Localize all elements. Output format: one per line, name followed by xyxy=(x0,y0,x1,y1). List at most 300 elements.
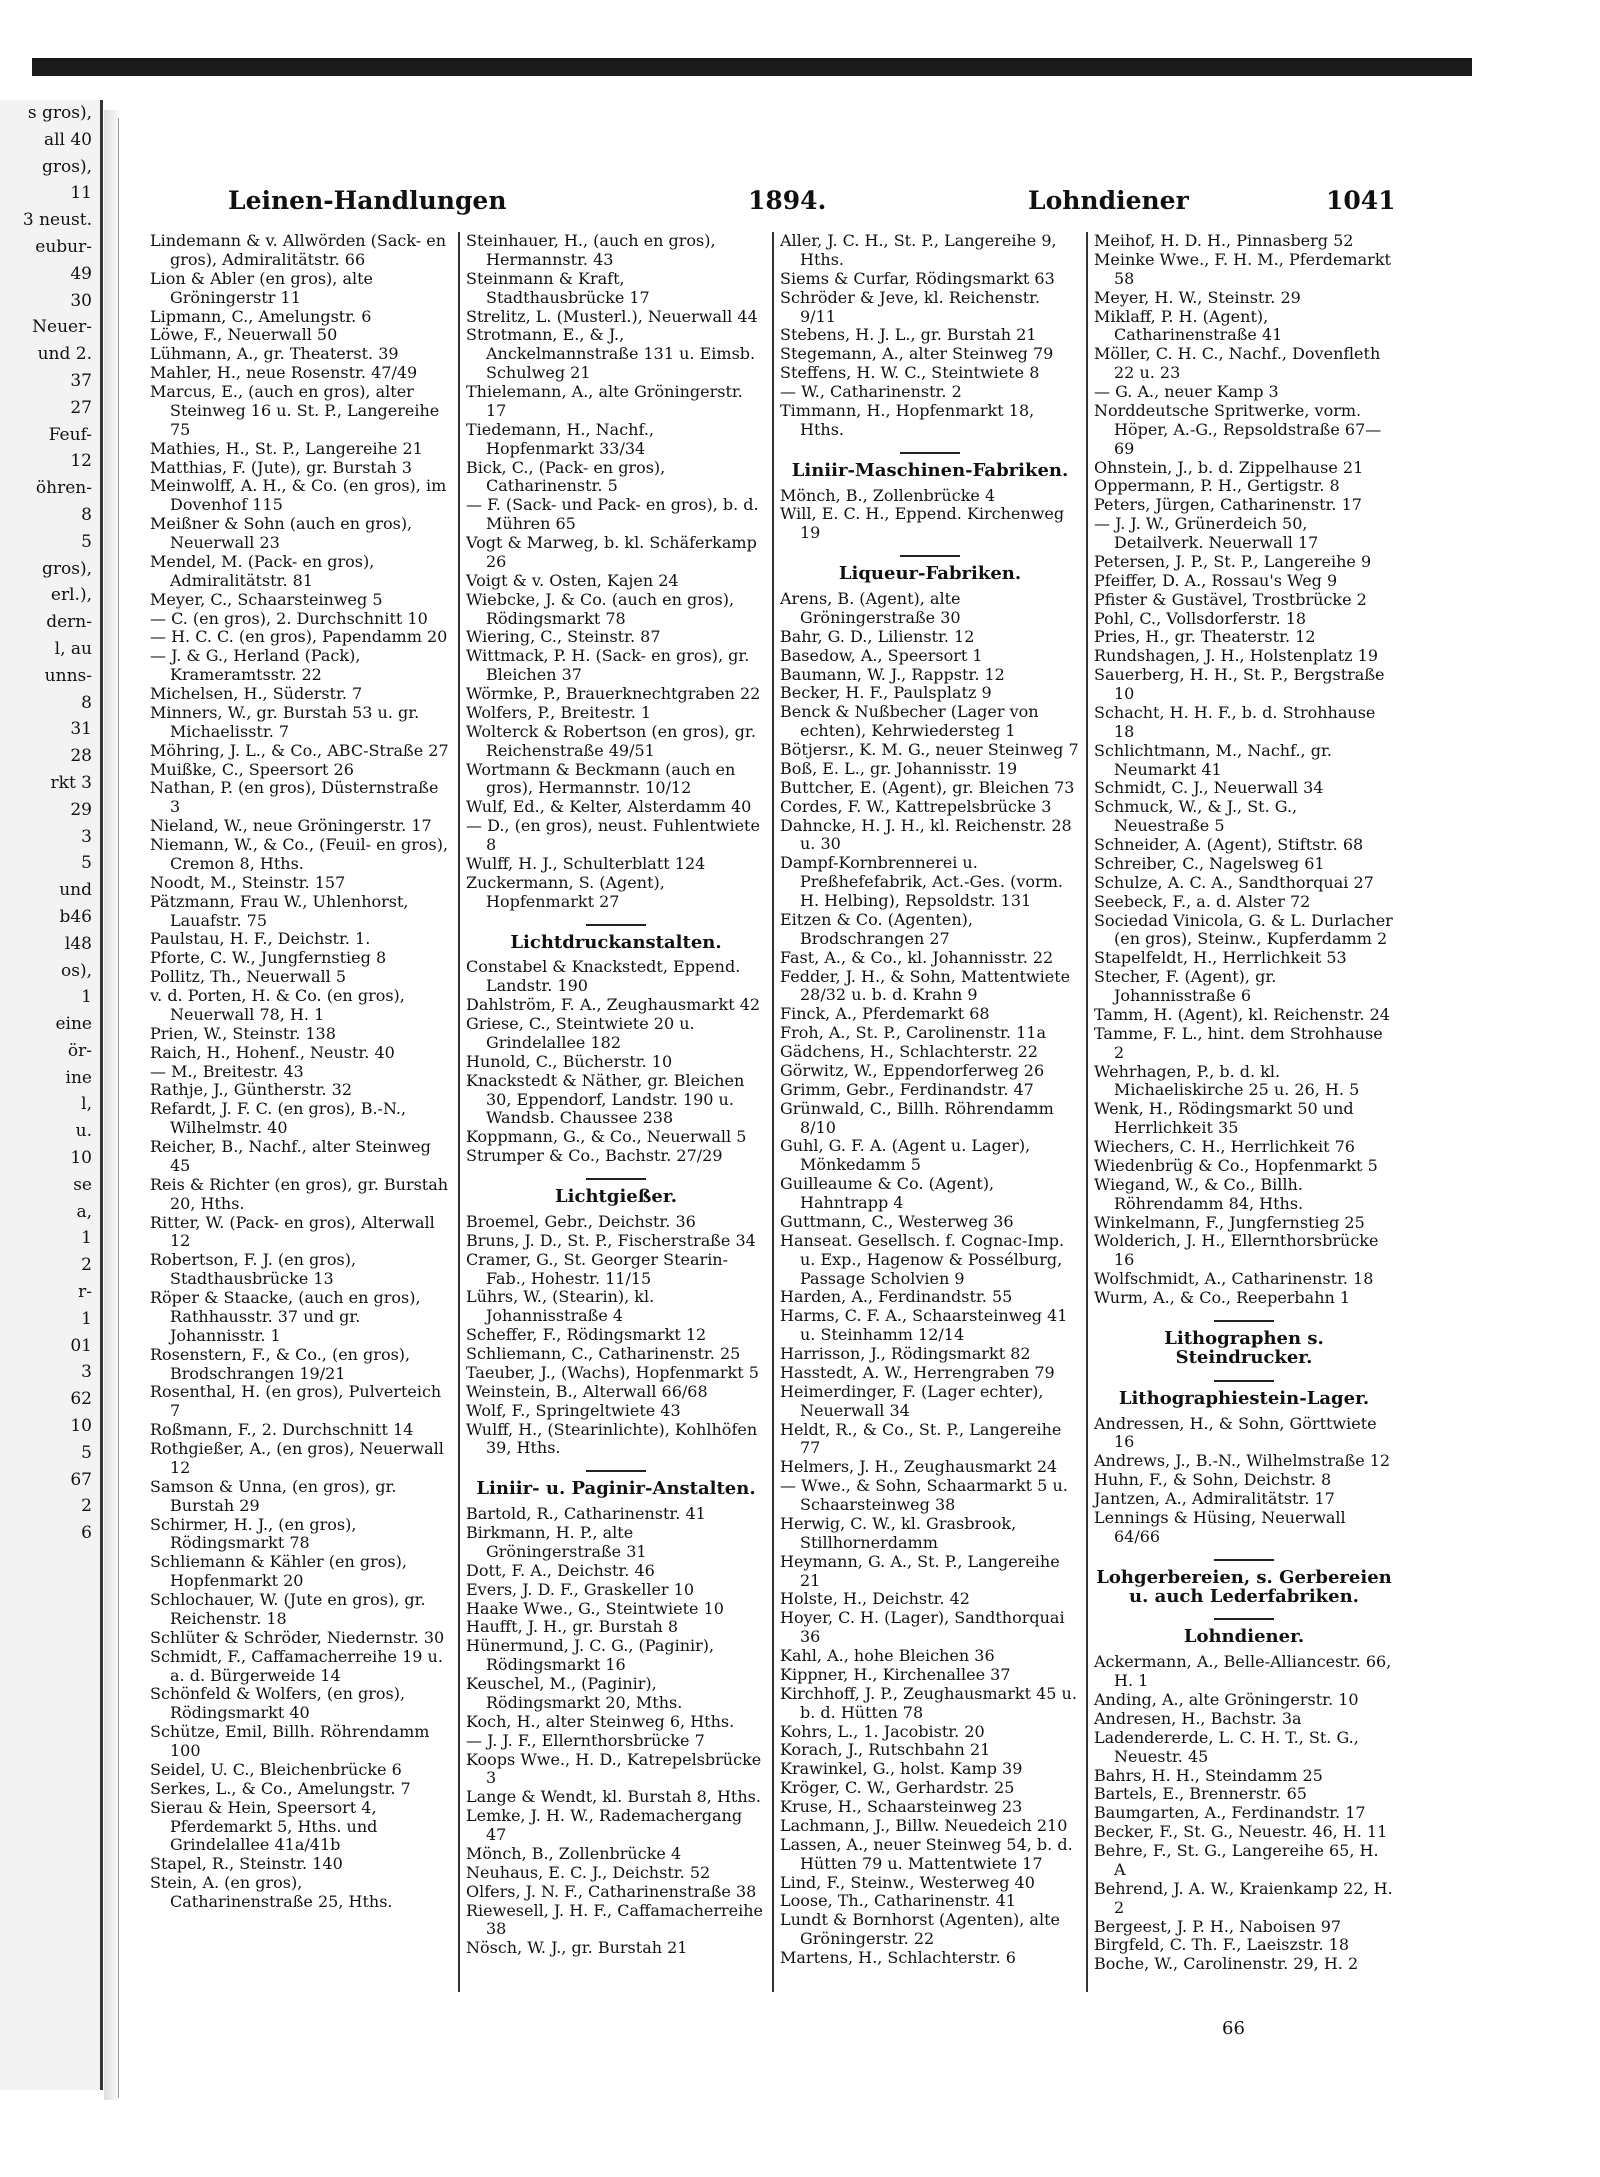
directory-entry: Schirmer, H. J., (en gros), Rödingsmarkt 78 xyxy=(150,1514,357,1553)
directory-entry: — F. (Sack- und Pack- en gros), b. d. Mühren 65 xyxy=(466,495,759,534)
directory-entry: Schönfeld & Wolfers, (en gros), Rödingsmarkt 40 xyxy=(150,1684,406,1723)
directory-entry: Bahr, G. D., Lilienstr. 12 xyxy=(780,626,975,646)
left-page-text-fragment: erl.), xyxy=(50,585,92,606)
left-page-text-fragment: all 40 xyxy=(43,129,92,150)
left-page-fragment xyxy=(0,100,103,2090)
directory-entry: Löwe, F., Neuerwall 50 xyxy=(150,325,338,345)
directory-entry: Mönch, B., Zollenbrücke 4 xyxy=(780,485,996,505)
directory-entry: Nösch, W. J., gr. Burstah 21 xyxy=(466,1938,688,1958)
header-left-title: Leinen-Handlungen xyxy=(228,186,507,215)
scan-edge-bar xyxy=(32,58,1472,76)
directory-entry: Lemke, J. H. W., Rademachergang 47 xyxy=(466,1806,743,1844)
directory-entry: Schlochauer, W. (Jute en gros), gr. Reichenstr. 18 xyxy=(150,1590,426,1628)
left-page-text-fragment: 67 xyxy=(70,1469,92,1490)
directory-entry: Wolf, F., Springeltwiete 43 xyxy=(466,1400,681,1420)
directory-entry: — C. (en gros), 2. Durchschnitt 10 xyxy=(150,608,428,628)
directory-entry: Thielemann, A., alte Gröningerstr. 17 xyxy=(466,382,743,420)
directory-entry: Möller, C. H. C., Nachf., Dovenfleth 22 u. 23 xyxy=(1094,344,1381,383)
directory-entry: Finck, A., Pferdemarkt 68 xyxy=(780,1004,990,1024)
directory-entry: Dahlström, F. A., Zeughausmarkt 42 xyxy=(466,995,761,1015)
left-page-text-fragment: os), xyxy=(61,960,92,981)
left-page-text-fragment: 11 xyxy=(70,183,92,204)
left-page-text-fragment: 3 neust. xyxy=(22,210,92,231)
directory-entry: Anding, A., alte Gröningerstr. 10 xyxy=(1094,1690,1359,1709)
section-heading: Liniir-Maschinen-Fabriken. xyxy=(780,452,1080,481)
directory-entry: Helmers, J. H., Zeughausmarkt 24 xyxy=(780,1457,1058,1477)
section-heading: Lohgerbereien, s. Gerbereien u. auch Lederfabriken. xyxy=(1094,1559,1394,1607)
directory-entry: Strumper & Co., Bachstr. 27/29 xyxy=(466,1146,723,1166)
left-page-text-fragment: 2 xyxy=(81,1496,92,1517)
section-heading: Lohndiener. xyxy=(1094,1618,1394,1647)
directory-entry: Mathies, H., St. P., Langereihe 21 xyxy=(150,438,423,458)
left-page-text-fragment: Neuer- xyxy=(32,317,92,338)
left-page-text-fragment: a, xyxy=(76,1201,92,1222)
directory-entry: Heldt, R., & Co., St. P., Langereihe 77 xyxy=(780,1419,1062,1458)
header-right-title: Lohndiener xyxy=(1028,186,1189,215)
directory-entry: Wulf, Ed., & Kelter, Alsterdamm 40 xyxy=(466,797,752,817)
directory-entry: Wörmke, P., Brauerknechtgraben 22 xyxy=(466,684,761,703)
directory-entry: Fedder, J. H., & Sohn, Mattentwiete 28/32 u. b. d. Krahn 9 xyxy=(780,966,1071,1005)
directory-entry: Eitzen & Co. (Agenten), Brodschrangen 27 xyxy=(780,909,973,948)
directory-entry: Tiedemann, H., Nachf., Hopfenmarkt 33/34 xyxy=(466,419,654,458)
directory-entry: Becker, F., St. G., Neuestr. 46, H. 11 xyxy=(1094,1822,1388,1842)
directory-entry: — J. J. W., Grünerdeich 50, Detailverk. Neuerwall 17 xyxy=(1094,514,1319,552)
left-page-text-fragment: 3 xyxy=(81,1362,92,1383)
left-page-text-fragment: 27 xyxy=(70,397,92,418)
directory-entry: Hünermund, J. C. G., (Paginir), Rödingsmarkt 16 xyxy=(466,1636,715,1675)
left-page-text-fragment: 1 xyxy=(81,987,92,1008)
directory-entry: Stegemann, A., alter Steinweg 79 xyxy=(780,344,1054,364)
directory-entry: Paulstau, H. F., Deichstr. 1. xyxy=(150,929,371,949)
page-number: 1041 xyxy=(1326,186,1396,215)
directory-entry: Oppermann, P. H., Gertigstr. 8 xyxy=(1094,476,1340,496)
directory-entry: v. d. Porten, H. & Co. (en gros), Neuerwall 78, H. 1 xyxy=(150,986,405,1024)
directory-entry: Peters, Jürgen, Catharinenstr. 17 xyxy=(1094,495,1362,515)
directory-entry: Sauerberg, H. H., St. P., Bergstraße 10 xyxy=(1094,665,1385,703)
signature-mark: 66 xyxy=(1222,2018,1245,2039)
directory-entry: Bruns, J. D., St. P., Fischerstraße 34 xyxy=(466,1230,756,1250)
directory-entry: Kröger, C. W., Gerhardstr. 25 xyxy=(780,1778,1015,1798)
directory-entry: Jantzen, A., Admiralitätstr. 17 xyxy=(1094,1489,1335,1508)
directory-entry: — W., Catharinenstr. 2 xyxy=(780,382,962,401)
directory-entry: Wortmann & Beckmann (auch en gros), Hermannstr. 10/12 xyxy=(466,759,736,798)
directory-entry: Nieland, W., neue Gröningerstr. 17 xyxy=(150,816,432,836)
directory-entry: Neuhaus, E. C. J., Deichstr. 52 xyxy=(466,1862,711,1882)
directory-entry: Stein, A. (en gros), Catharinenstraße 25, Hths. xyxy=(150,1873,393,1911)
directory-entry: Lennings & Hüsing, Neuerwall 64/66 xyxy=(1094,1507,1346,1546)
directory-entry: Bartold, R., Catharinenstr. 41 xyxy=(466,1504,706,1524)
directory-entry: Samson & Unna, (en gros), gr. Burstah 29 xyxy=(150,1476,397,1515)
directory-entry: Froh, A., St. P., Carolinenstr. 11a xyxy=(780,1023,1046,1043)
directory-entry: Koppmann, G., & Co., Neuerwall 5 xyxy=(466,1127,747,1147)
left-page-text-fragment: 6 xyxy=(81,1523,92,1544)
left-page-text-fragment: gros), xyxy=(41,156,92,177)
left-page-text-fragment: l48 xyxy=(64,933,92,954)
directory-entry: Lundt & Bornhorst (Agenten), alte Gröningerstr. 22 xyxy=(780,1910,1060,1949)
directory-entry: Steffens, H. W. C., Steintwiete 8 xyxy=(780,363,1040,383)
directory-entry: Krawinkel, G., holst. Kamp 39 xyxy=(780,1759,1023,1779)
directory-entry: Martens, H., Schlachterstr. 6 xyxy=(780,1948,1016,1967)
directory-entry: Pohl, C., Vollsdorferstr. 18 xyxy=(1094,608,1307,628)
directory-entry: Refardt, J. F. C. (en gros), B.-N., Wilhelmstr. 40 xyxy=(150,1099,407,1138)
directory-entry: Wolfschmidt, A., Catharinenstr. 18 xyxy=(1094,1269,1374,1289)
section-heading: Lithographen s. Steindrucker. xyxy=(1094,1320,1394,1368)
directory-entry: Evers, J. D. F., Graskeller 10 xyxy=(466,1579,694,1599)
left-page-text-fragment: 5 xyxy=(81,531,92,552)
column-4 xyxy=(1094,232,1394,1974)
directory-entry: Meyer, C., Schaarsteinweg 5 xyxy=(150,589,383,609)
directory-entry: Norddeutsche Spritwerke, vorm. Höper, A.-G., Repsoldstraße 67—69 xyxy=(1094,400,1382,458)
directory-entry: Lassen, A., neuer Steinweg 54, b. d. Hütten 79 u. Mattentwiete 17 xyxy=(780,1834,1073,1873)
directory-entry: Harrisson, J., Rödingsmarkt 82 xyxy=(780,1344,1031,1363)
directory-entry: Koch, H., alter Steinweg 6, Hths. xyxy=(466,1711,735,1731)
left-page-text-fragment: 1 xyxy=(81,1308,92,1329)
directory-entry: Roßmann, F., 2. Durchschnitt 14 xyxy=(150,1420,414,1440)
directory-entry: Heymann, G. A., St. P., Langereihe 21 xyxy=(780,1551,1060,1590)
directory-entry: Mahler, H., neue Rosenstr. 47/49 xyxy=(150,363,418,383)
left-page-text-fragment: u. xyxy=(75,1121,92,1142)
directory-entry: Guhl, G. F. A. (Agent u. Lager), Mönkedamm 5 xyxy=(780,1136,1031,1175)
directory-entry: Görwitz, W., Eppendorferweg 26 xyxy=(780,1060,1045,1080)
directory-entry: Wurm, A., & Co., Reeperbahn 1 xyxy=(1094,1288,1351,1307)
directory-entry: Michelsen, H., Süderstr. 7 xyxy=(150,684,363,703)
directory-entry: Möhring, J. L., & Co., ABC-Straße 27 xyxy=(150,740,449,760)
left-page-text-fragment: Feuf- xyxy=(48,424,92,445)
directory-entry: Ackermann, A., Belle-Alliancestr. 66, H. 1 xyxy=(1094,1652,1392,1691)
left-page-text-fragment: 28 xyxy=(70,746,92,767)
section-heading: Lithographiestein-Lager. xyxy=(1094,1380,1394,1409)
directory-entry: Dott, F. A., Deichstr. 46 xyxy=(466,1560,655,1580)
directory-entry: Röper & Staacke, (auch en gros), Rathhausstr. 37 und gr. Johannisstr. 1 xyxy=(150,1288,421,1345)
directory-entry: Reicher, B., Nachf., alter Steinweg 45 xyxy=(150,1137,431,1175)
left-page-text-fragment: se xyxy=(73,1174,92,1195)
directory-entry: Siems & Curfar, Rödingsmarkt 63 xyxy=(780,268,1055,288)
directory-entry: Marcus, E., (auch en gros), alter Steinweg 16 u. St. P., Langereihe 75 xyxy=(150,382,440,439)
directory-entry: Pfister & Gustävel, Trostbrücke 2 xyxy=(1094,589,1367,609)
left-page-text-fragment: 3 xyxy=(81,826,92,847)
directory-entry: Bötjersr., K. M. G., neuer Steinweg 7 xyxy=(780,740,1079,759)
directory-entry: Bick, C., (Pack- en gros), Catharinenstr. 5 xyxy=(466,457,666,496)
directory-entry: Riewesell, J. H. F., Caffamacherreihe 38 xyxy=(466,1900,764,1939)
directory-entry: — G. A., neuer Kamp 3 xyxy=(1094,382,1279,401)
directory-entry: Steinhauer, H., (auch en gros), Hermannstr. 43 xyxy=(466,231,716,269)
directory-entry: Dahncke, H. J. H., kl. Reichenstr. 28 u. 30 xyxy=(780,815,1072,854)
directory-entry: Ritter, W. (Pack- en gros), Alterwall 12 xyxy=(150,1212,435,1251)
directory-entry: Pries, H., gr. Theaterstr. 12 xyxy=(1094,627,1316,647)
directory-entry: Meyer, H. W., Steinstr. 29 xyxy=(1094,287,1301,307)
directory-entry: Birkmann, H. P., alte Gröningerstraße 31 xyxy=(466,1523,647,1561)
directory-entry: Raich, H., Hohenf., Neustr. 40 xyxy=(150,1042,395,1062)
directory-entry: Lachmann, J., Billw. Neuedeich 210 xyxy=(780,1815,1068,1835)
directory-entry: Benck & Nußbecher (Lager von echten), Kehrwiedersteg 1 xyxy=(780,702,1039,741)
left-page-text-fragment: 8 xyxy=(81,504,92,525)
column-divider xyxy=(458,232,460,1992)
section-heading: Lichtdruckanstalten. xyxy=(466,924,766,953)
directory-entry: Ohnstein, J., b. d. Zippelhause 21 xyxy=(1094,457,1364,477)
directory-entry: Steinmann & Kraft, Stadthausbrücke 17 xyxy=(466,268,650,307)
directory-entry: Herwig, C. W., kl. Grasbrook, Stillhornerdamm xyxy=(780,1513,1017,1552)
directory-entry: Scheffer, F., Rödingsmarkt 12 xyxy=(466,1325,707,1345)
directory-entry: Schacht, H. H. F., b. d. Strohhause 18 xyxy=(1094,702,1376,741)
directory-entry: Constabel & Knackstedt, Eppend. Landstr. 190 xyxy=(466,957,741,996)
directory-entry: — D., (en gros), neust. Fuhlentwiete 8 xyxy=(466,816,760,854)
directory-entry: — Wwe., & Sohn, Schaarmarkt 5 u. Schaarsteinweg 38 xyxy=(780,1476,1068,1514)
running-header xyxy=(228,186,1396,226)
directory-entry: Dampf-Kornbrennerei u. Preßhefefabrik, Act.-Ges. (vorm. H. Helbing), Repsoldstr. 131 xyxy=(780,853,1063,910)
directory-entry: Noodt, M., Steinstr. 157 xyxy=(150,872,346,892)
left-page-text-fragment: 8 xyxy=(81,692,92,713)
directory-entry: Reis & Richter (en gros), gr. Burstah 20, Hths. xyxy=(150,1174,449,1213)
directory-entry: Lange & Wendt, kl. Burstah 8, Hths. xyxy=(466,1787,761,1807)
directory-entry: Nathan, P. (en gros), Düsternstraße 3 xyxy=(150,778,439,817)
left-page-text-fragment: 10 xyxy=(70,1148,92,1169)
directory-entry: Schlichtmann, M., Nachf., gr. Neumarkt 41 xyxy=(1094,740,1332,779)
directory-entry: Vogt & Marweg, b. kl. Schäferkamp 26 xyxy=(466,533,757,571)
directory-entry: Hoyer, C. H. (Lager), Sandthorquai 36 xyxy=(780,1608,1065,1647)
directory-entry: Griese, C., Steintwiete 20 u. Grindelallee 182 xyxy=(466,1014,695,1052)
directory-entry: Kahl, A., hohe Bleichen 36 xyxy=(780,1646,995,1665)
left-page-text-fragment: 5 xyxy=(81,853,92,874)
directory-entry: Guttmann, C., Westerweg 36 xyxy=(780,1211,1014,1231)
directory-entry: Strotmann, E., & J., Anckelmannstraße 131 u. Eimsb. Schulweg 21 xyxy=(466,325,756,383)
directory-entry: Basedow, A., Speersort 1 xyxy=(780,645,983,665)
directory-entry: Wiebcke, J. & Co. (auch en gros), Rödingsmarkt 78 xyxy=(466,589,735,628)
left-page-text-fragment: 62 xyxy=(70,1389,92,1410)
column-divider xyxy=(772,232,774,1992)
directory-entry: Prien, W., Steinstr. 138 xyxy=(150,1023,336,1043)
directory-entry: Stapel, R., Steinstr. 140 xyxy=(150,1854,343,1874)
directory-entry: Schmuck, W., & J., St. G., Neuestraße 5 xyxy=(1094,797,1298,836)
directory-entry: Schliemann, C., Catharinenstr. 25 xyxy=(466,1344,741,1363)
directory-entry: Gädchens, H., Schlachterstr. 22 xyxy=(780,1042,1038,1061)
directory-entry: Harms, C. F. A., Schaarsteinweg 41 u. Steinhamm 12/14 xyxy=(780,1306,1068,1345)
directory-entry: Pätzmann, Frau W., Uhlenhorst, Lauafstr. 75 xyxy=(150,891,409,930)
directory-entry: Kruse, H., Schaarsteinweg 23 xyxy=(780,1797,1023,1816)
directory-entry: Stebens, H. J. L., gr. Burstah 21 xyxy=(780,325,1037,345)
column-3 xyxy=(780,232,1080,1968)
directory-entry: Birgfeld, C. Th. F., Laeiszstr. 18 xyxy=(1094,1935,1349,1955)
directory-entry: Pfeiffer, D. A., Rossau's Weg 9 xyxy=(1094,570,1338,590)
directory-entry: Wolterck & Robertson (en gros), gr. Reichenstraße 49/51 xyxy=(466,721,756,760)
directory-entry: Holste, H., Deichstr. 42 xyxy=(780,1589,970,1609)
directory-entry: Harden, A., Ferdinandstr. 55 xyxy=(780,1287,1013,1307)
directory-entry: Lind, F., Steinw., Westerweg 40 xyxy=(780,1872,1035,1892)
directory-entry: Kirchhoff, J. P., Zeughausmarkt 45 u. b. d. Hütten 78 xyxy=(780,1683,1077,1722)
directory-entry: Pforte, C. W., Jungfernstieg 8 xyxy=(150,948,387,968)
directory-entry: Wolderich, J. H., Ellernthorsbrücke 16 xyxy=(1094,1231,1379,1270)
directory-entry: Grünwald, C., Billh. Röhrendamm 8/10 xyxy=(780,1098,1054,1137)
directory-entry: Behre, F., St. G., Langereihe 65, H. A xyxy=(1094,1841,1379,1879)
section-heading: Liqueur-Fabriken. xyxy=(780,555,1080,584)
directory-entry: Bergeest, J. P. H., Naboisen 97 xyxy=(1094,1916,1342,1936)
left-page-text-fragment: eine xyxy=(55,1014,92,1035)
left-page-text-fragment: 01 xyxy=(70,1335,92,1356)
directory-entry: Huhn, F., & Sohn, Deichstr. 8 xyxy=(1094,1470,1332,1490)
directory-entry: Broemel, Gebr., Deichstr. 36 xyxy=(466,1211,696,1231)
directory-entry: Wiechers, C. H., Herrlichkeit 76 xyxy=(1094,1137,1355,1156)
directory-entry: Baumann, W. J., Rappstr. 12 xyxy=(780,664,1005,684)
directory-entry: Andrews, J., B.-N., Wilhelmstraße 12 xyxy=(1094,1451,1391,1471)
directory-entry: Cramer, G., St. Georger Stearin-Fab., Hohestr. 11/15 xyxy=(466,1249,729,1288)
left-page-text-fragment: und 2. xyxy=(37,344,92,365)
directory-entry: Arens, B. (Agent), alte Gröningerstraße 30 xyxy=(780,589,961,627)
directory-entry: Korach, J., Rutschbahn 21 xyxy=(780,1740,991,1760)
directory-entry: Rundshagen, J. H., Holstenplatz 19 xyxy=(1094,646,1379,666)
directory-entry: Rothgießer, A., (en gros), Neuerwall 12 xyxy=(150,1439,444,1477)
directory-entry: Koops Wwe., H. D., Katrepelsbrücke 3 xyxy=(466,1749,762,1788)
directory-entry: Rosenstern, F., & Co., (en gros), Brodschrangen 19/21 xyxy=(150,1344,411,1383)
directory-entry: Boche, W., Carolinenstr. 29, H. 2 xyxy=(1094,1954,1359,1974)
left-page-text-fragment: 5 xyxy=(81,1442,92,1463)
section-heading: Lichtgießer. xyxy=(466,1178,766,1207)
directory-entry: Aller, J. C. H., St. P., Langereihe 9, Hths. xyxy=(780,231,1057,269)
directory-entry: Niemann, W., & Co., (Feuil- en gros), Cremon 8, Hths. xyxy=(150,835,449,873)
directory-entry: Haufft, J. H., gr. Burstah 8 xyxy=(466,1617,679,1637)
directory-entry: Petersen, J. P., St. P., Langereihe 9 xyxy=(1094,551,1372,571)
directory-entry: Stecher, F. (Agent), gr. Johannisstraße 6 xyxy=(1094,967,1277,1005)
directory-entry: Timmann, H., Hopfenmarkt 18, Hths. xyxy=(780,400,1035,439)
directory-entry: Hanseat. Gesellsch. f. Cognac-Imp. u. Exp., Hagenow & Possélburg, Passage Scholvien 9 xyxy=(780,1230,1065,1288)
left-page-text-fragment: dern- xyxy=(46,612,92,633)
directory-entry: Lührs, W., (Stearin), kl. Johannisstraße 4 xyxy=(466,1287,655,1326)
directory-entry: Buttcher, E. (Agent), gr. Bleichen 73 xyxy=(780,777,1075,797)
left-page-text-fragment: 49 xyxy=(70,263,92,284)
directory-entry: Lindemann & v. Allwörden (Sack- en gros), Admiralitätstr. 66 xyxy=(150,231,447,269)
directory-entry: Meihof, H. D. H., Pinnasberg 52 xyxy=(1094,231,1354,250)
directory-entry: Seidel, U. C., Bleichenbrücke 6 xyxy=(150,1759,402,1779)
directory-entry: Minners, W., gr. Burstah 53 u. gr. Michaelisstr. 7 xyxy=(150,702,420,741)
directory-entry: Wittmack, P. H. (Sack- en gros), gr. Bleichen 37 xyxy=(466,646,750,685)
directory-entry: Wiedenbrüg & Co., Hopfenmarkt 5 xyxy=(1094,1155,1378,1175)
directory-entry: Wolfers, P., Breitestr. 1 xyxy=(466,702,652,722)
directory-entry: Guilleaume & Co. (Agent), Hahntrapp 4 xyxy=(780,1174,995,1212)
left-page-text-fragment: öhren- xyxy=(35,478,92,499)
left-page-text-fragment: 37 xyxy=(70,370,92,391)
directory-entry: Grimm, Gebr., Ferdinandstr. 47 xyxy=(780,1079,1034,1099)
directory-entry: Heimerdinger, F. (Lager echter), Neuerwall 34 xyxy=(780,1381,1044,1420)
directory-entry: Wulff, H., (Stearinlichte), Kohlhöfen 39, Hths. xyxy=(466,1419,758,1458)
directory-entry: Lipmann, C., Amelungstr. 6 xyxy=(150,306,372,326)
directory-entry: Serkes, L., & Co., Amelungstr. 7 xyxy=(150,1778,411,1798)
left-page-text-fragment: 29 xyxy=(70,799,92,820)
left-page-text-fragment: 12 xyxy=(70,451,92,472)
left-page-text-fragment: 30 xyxy=(70,290,92,311)
directory-entry: Lion & Abler (en gros), alte Gröningerstr 11 xyxy=(150,268,374,307)
directory-entry: Olfers, J. N. F., Catharinenstraße 38 xyxy=(466,1881,757,1901)
directory-entry: Will, E. C. H., Eppend. Kirchenweg 19 xyxy=(780,504,1065,543)
left-page-text-fragment: eubur- xyxy=(35,236,92,257)
directory-entry: Wehrhagen, P., b. d. kl. Michaeliskirche 25 u. 26, H. 5 xyxy=(1094,1061,1360,1100)
directory-entry: Seebeck, F., a. d. Alster 72 xyxy=(1094,891,1311,911)
directory-entry: Miklaff, P. H. (Agent), Catharinenstraße 41 xyxy=(1094,306,1283,345)
directory-entry: Schliemann & Kähler (en gros), Hopfenmarkt 20 xyxy=(150,1552,407,1591)
directory-entry: Weinstein, B., Alterwall 66/68 xyxy=(466,1381,708,1401)
column-1 xyxy=(150,232,450,1912)
directory-entry: Kohrs, L., 1. Jacobistr. 20 xyxy=(780,1721,985,1741)
directory-entry: Voigt & v. Osten, Kajen 24 xyxy=(466,570,679,590)
left-page-text-fragment: l, xyxy=(81,1094,92,1115)
directory-entry: Wiegand, W., & Co., Billh. Röhrendamm 84, Hths. xyxy=(1094,1174,1304,1213)
directory-entry: Sierau & Hein, Speersort 4, Pferdemarkt 5, Hths. und Grindelallee 41a/41b xyxy=(150,1797,378,1855)
left-page-text-fragment: 2 xyxy=(81,1255,92,1276)
directory-entry: Bartels, E., Brennerstr. 65 xyxy=(1094,1784,1307,1804)
directory-entry: Sociedad Vinicola, G. & L. Durlacher (en gros), Steinw., Kupferdamm 2 xyxy=(1094,910,1393,949)
directory-entry: Meißner & Sohn (auch en gros), Neuerwall 23 xyxy=(150,514,413,552)
directory-entry: Baumgarten, A., Ferdinandstr. 17 xyxy=(1094,1803,1366,1823)
directory-entry: Tamm, H. (Agent), kl. Reichenstr. 24 xyxy=(1094,1004,1390,1024)
directory-entry: Boß, E. L., gr. Johannisstr. 19 xyxy=(780,758,1018,778)
left-page-text-fragment: r- xyxy=(78,1282,92,1303)
directory-entry: Kippner, H., Kirchenallee 37 xyxy=(780,1664,1011,1684)
directory-entry: Fast, A., & Co., kl. Johannisstr. 22 xyxy=(780,947,1054,967)
directory-entry: Loose, Th., Catharinenstr. 41 xyxy=(780,1891,1016,1911)
directory-entry: Muißke, C., Speersort 26 xyxy=(150,759,354,779)
directory-entry: Schröder & Jeve, kl. Reichenstr. 9/11 xyxy=(780,287,1041,326)
directory-entry: Rathje, J., Güntherstr. 32 xyxy=(150,1080,353,1100)
left-page-text-fragment: unns- xyxy=(44,665,92,686)
directory-entry: Tamme, F. L., hint. dem Strohhause 2 xyxy=(1094,1023,1383,1062)
left-page-text-fragment: 31 xyxy=(70,719,92,740)
directory-entry: Hasstedt, A. W., Herrengraben 79 xyxy=(780,1362,1055,1382)
directory-entry: Knackstedt & Näther, gr. Bleichen 30, Eppendorf, Landstr. 190 u. Wandsb. Chaussee 238 xyxy=(466,1070,745,1128)
directory-entry: — M., Breitestr. 43 xyxy=(150,1061,304,1081)
directory-entry: Strelitz, L. (Musterl.), Neuerwall 44 xyxy=(466,306,758,326)
directory-entry: Mendel, M. (Pack- en gros), Admiralitätstr. 81 xyxy=(150,551,375,590)
header-year: 1894. xyxy=(748,186,827,215)
directory-entry: Andressen, H., & Sohn, Görttwiete 16 xyxy=(1094,1413,1377,1452)
directory-entry: Ladendererde, L. C. H. T., St. G., Neuestr. 45 xyxy=(1094,1727,1359,1766)
directory-entry: Stapelfeldt, H., Herrlichkeit 53 xyxy=(1094,948,1347,968)
directory-entry: Lühmann, A., gr. Theaterst. 39 xyxy=(150,344,399,364)
left-page-text-fragment: gros), xyxy=(41,558,92,579)
left-page-text-fragment: ör- xyxy=(67,1040,92,1061)
directory-entry: Winkelmann, F., Jungfernstieg 25 xyxy=(1094,1212,1365,1232)
directory-entry: Taeuber, J., (Wachs), Hopfenmarkt 5 xyxy=(466,1362,759,1382)
directory-entry: Keuschel, M., (Paginir), Rödingsmarkt 20, Mths. xyxy=(466,1674,683,1712)
left-page-text-fragment: s gros), xyxy=(27,103,92,123)
column-divider xyxy=(1086,232,1088,1992)
directory-entry: — H. C. C. (en gros), Papendamm 20 xyxy=(150,627,448,647)
directory-entry: Haake Wwe., G., Steintwiete 10 xyxy=(466,1598,724,1618)
directory-entry: Bahrs, H. H., Steindamm 25 xyxy=(1094,1765,1323,1785)
directory-entry: Pollitz, Th., Neuerwall 5 xyxy=(150,967,346,987)
directory-entry: Schreiber, C., Nagelsweg 61 xyxy=(1094,853,1325,873)
directory-entry: Schneider, A. (Agent), Stiftstr. 68 xyxy=(1094,835,1364,854)
directory-entry: — J. & G., Herland (Pack), Krameramtsstr. 22 xyxy=(150,646,361,685)
directory-entry: Mönch, B., Zollenbrücke 4 xyxy=(466,1843,682,1863)
directory-entry: Cordes, F. W., Kattrepelsbrücke 3 xyxy=(780,796,1052,816)
directory-entry: Andresen, H., Bachstr. 3a xyxy=(1094,1708,1302,1728)
directory-entry: Wiering, C., Steinstr. 87 xyxy=(466,627,661,647)
directory-entry: Robertson, F. J. (en gros), Stadthausbrücke 13 xyxy=(150,1250,357,1289)
directory-entry: Zuckermann, S. (Agent), Hopfenmarkt 27 xyxy=(466,872,665,911)
left-page-text-fragment: rkt 3 xyxy=(50,772,92,793)
directory-entry: Schmidt, C. J., Neuerwall 34 xyxy=(1094,778,1324,798)
directory-entry: Meinwolff, A. H., & Co. (en gros), im Dovenhof 115 xyxy=(150,476,447,515)
directory-entry: — J. J. F., Ellernthorsbrücke 7 xyxy=(466,1730,705,1750)
left-page-text-fragment: 1 xyxy=(81,1228,92,1249)
left-page-text-fragment: und xyxy=(59,880,92,901)
directory-entry: Schütze, Emil, Billh. Röhrendamm 100 xyxy=(150,1722,430,1760)
left-page-text-fragment: 10 xyxy=(70,1416,92,1437)
directory-entry: Wenk, H., Rödingsmarkt 50 und Herrlichkeit 35 xyxy=(1094,1099,1354,1138)
directory-entry: Matthias, F. (Jute), gr. Burstah 3 xyxy=(150,457,412,477)
left-page-text-fragment: ine xyxy=(65,1067,92,1088)
directory-entry: Meinke Wwe., F. H. M., Pferdemarkt 58 xyxy=(1094,249,1391,288)
left-page-text-fragment: b46 xyxy=(59,906,92,927)
directory-entry: Behrend, J. A. W., Kraienkamp 22, H. 2 xyxy=(1094,1878,1393,1917)
directory-entry: Schlüter & Schröder, Niedernstr. 30 xyxy=(150,1627,445,1647)
